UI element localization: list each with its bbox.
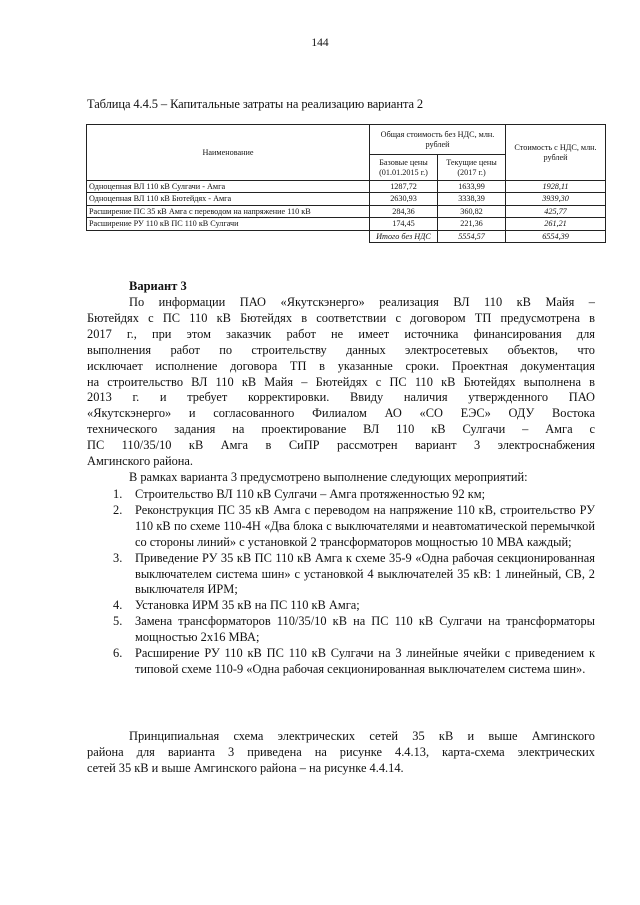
header-with-vat: Стоимость с НДС, млн. рублей: [506, 125, 606, 181]
paragraph-line: Бютейдях с ПС 110 кВ Бютейдях в соответствии с договором ТП предусмотрена в: [87, 310, 595, 325]
paragraph-line: на строительство ВЛ 110 кВ Майя – Бютейдях с ПС 110 кВ Бютейдях выполнена в: [87, 374, 595, 389]
total-label: Итого без НДС: [370, 230, 438, 242]
table-caption: Таблица 4.4.5 – Капитальные затраты на реализацию варианта 2: [87, 97, 424, 111]
header-name: Наименование: [87, 125, 370, 181]
row-current: 221,36: [438, 218, 506, 230]
row-current: 360,82: [438, 205, 506, 217]
row-name: Расширение ПС 35 кВ Амга с переводом на напряжение 110 кВ: [87, 205, 370, 217]
row-name: Расширение РУ 110 кВ ПС 110 кВ Сулгачи: [87, 218, 370, 230]
list-item: 6. Расширение РУ 110 кВ ПС 110 кВ Сулгачи на 3 линейные ячейки с приведением к типовой схеме 110-9 «Одна рабочая секционированная выключателем система шин».: [113, 646, 595, 676]
measures-list: [113, 487, 595, 678]
table-row: [87, 205, 606, 217]
closing-paragraph: [87, 729, 595, 777]
header-current-prices: Текущие цены (2017 г.): [438, 155, 506, 181]
list-item: 2. Реконструкция ПС 35 кВ Амга с переводом на напряжение 110 кВ, строительство РУ 110 кВ по схеме 110-4Н «Два блока с выключателями и неавтоматической перемычкой со стороны линий» с установкой 2 трансформаторов мощностью 10 МВА каждый;: [113, 502, 595, 549]
total-row: [87, 230, 606, 242]
paragraph-line: Амгинского района.: [87, 454, 194, 469]
row-vat: 425,77: [506, 205, 606, 217]
row-base: 174,45: [370, 218, 438, 230]
paragraph-line: исключает исполнение договора ТП в указанные сроки. Проектная документация: [87, 358, 595, 373]
row-name: Одноцепная ВЛ 110 кВ Сулгачи - Амга: [87, 181, 370, 193]
table-row: [87, 218, 606, 230]
list-item: 3. Приведение РУ 35 кВ ПС 110 кВ Амга к схеме 35-9 «Одна рабочая секционированная выключателем система шин» с установкой 4 выключателей 35 кВ: 1 линейный, СВ, 2 выключателя ИРМ;: [113, 550, 595, 597]
measures-intro: В рамках варианта 3 предусмотрено выполнение следующих мероприятий:: [129, 469, 528, 484]
header-base-prices: Базовые цены (01.01.2015 г.): [370, 155, 438, 181]
table-row: [87, 181, 606, 193]
row-base: 284,36: [370, 205, 438, 217]
paragraph-line: района для варианта 3 приведена на рисунке 4.4.13, карта-схема электрических: [87, 744, 595, 759]
row-current: 1633,99: [438, 181, 506, 193]
header-total: Общая стоимость без НДС, млн. рублей: [370, 125, 506, 155]
row-vat: 261,21: [506, 218, 606, 230]
paragraph-line: По информации ПАО «Якутскэнерго» реализация ВЛ 110 кВ Майя –: [129, 295, 595, 309]
page-number: 144: [311, 37, 329, 49]
row-vat: 1928,11: [506, 181, 606, 193]
row-current: 3338,39: [438, 193, 506, 205]
paragraph-line: «Якутскэнерго» и согласованного Филиалом АО «СО ЕЭС» ОДУ Востока: [87, 406, 595, 421]
list-item: 1. Строительство ВЛ 110 кВ Сулгачи – Амга протяженностью 92 км;: [113, 487, 486, 501]
paragraph-option-3: [87, 295, 595, 486]
list-item: 4. Установка ИРМ 35 кВ на ПС 110 кВ Амга;: [113, 598, 360, 613]
paragraph-line: ПС 110/35/10 кВ Амга в СиПР рассмотрен вариант 3 электроснабжения: [87, 438, 595, 453]
paragraph-line: Принципиальная схема электрических сетей 35 кВ и выше Амгинского: [129, 729, 595, 743]
capital-costs-table: [86, 124, 606, 243]
section-heading: Вариант 3: [129, 279, 187, 293]
paragraph-line: выполнения работ по строительству данных электросетевых объектов, что: [87, 342, 595, 357]
list-item: 5. Замена трансформаторов 110/35/10 кВ на ПС 110 кВ Сулгачи на трансформаторы мощностью 2х16 МВА;: [113, 614, 595, 645]
total-vat: 6554,39: [506, 230, 606, 242]
table-row: [87, 193, 606, 205]
row-vat: 3939,30: [506, 193, 606, 205]
paragraph-line: технического задания на проектирование ВЛ 110 кВ Сулгачи – Амга с: [87, 422, 595, 437]
paragraph-line: сетей 35 кВ и выше Амгинского района – на рисунке 4.4.14.: [87, 760, 404, 775]
row-base: 1287,72: [370, 181, 438, 193]
paragraph-line: 2013 г. и требует корректировки. Ввиду наличия утвержденного ПАО: [87, 390, 595, 405]
row-base: 2630,93: [370, 193, 438, 205]
paragraph-line: 2017 г., при этом заказчик работ не имеет источника финансирования для: [87, 326, 595, 341]
row-name: Одноцепная ВЛ 110 кВ Бютейдях - Амга: [87, 193, 370, 205]
total-current: 5554,57: [438, 230, 506, 242]
